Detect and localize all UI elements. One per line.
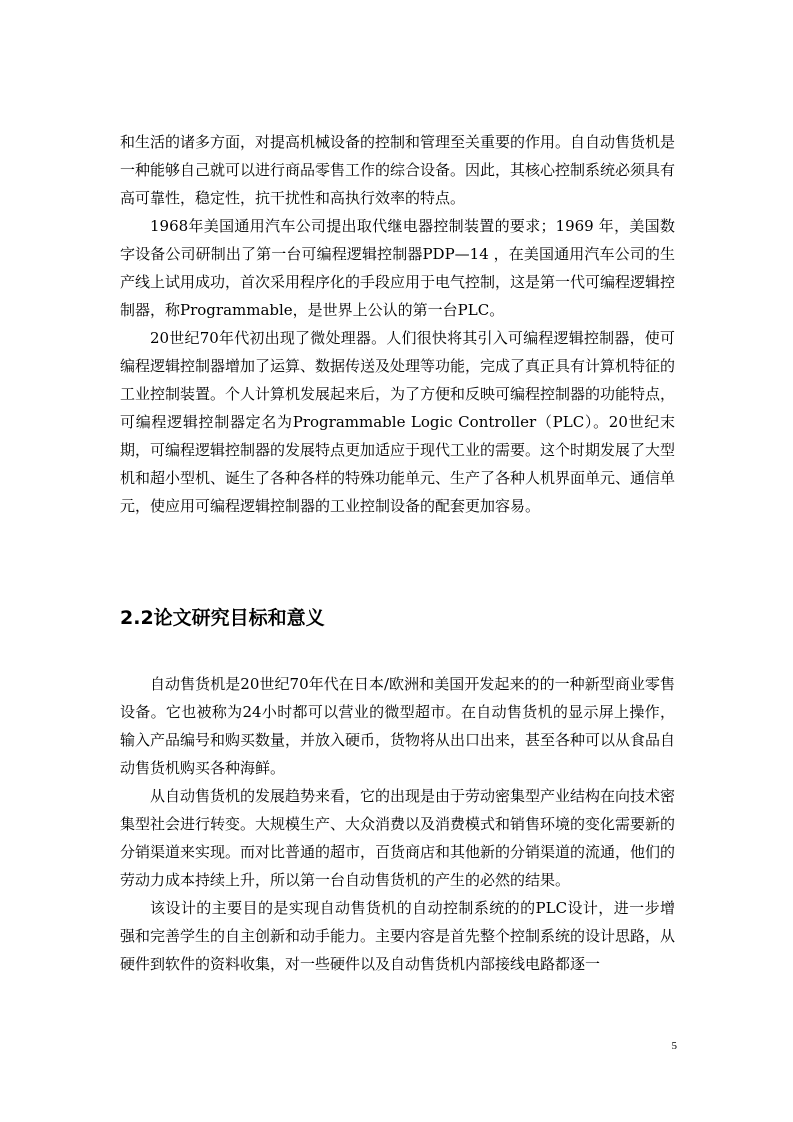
page-number: 5 (671, 1040, 677, 1052)
paragraph-continuation: 和生活的诸多方面，对提高机械设备的控制和管理至关重要的作用。自自动售货机是一种能够自己就可以进行商品零售工作的综合设备。因此，其核心控制系统必须具有高可靠性，稳定性，抗干扰性和高执行效率的特点。 (120, 133, 676, 207)
section-heading-block (120, 604, 675, 632)
section-heading: 2.2论文研究目标和意义 (120, 607, 325, 629)
paragraph-microprocessor: 20世纪70年代初出现了微处理器。人们很快将其引入可编程逻辑控制器，使可编程逻辑控制器增加了运算、数据传送及处理等功能，完成了真正具有计算机特征的工业控制装置。个人计算机发展起来后，为了方便和反映可编程控制器的功能特点，可编程逻辑控制器定名为Programmable Logic Controller（PLC）。20世纪末期，可编程逻辑控制器的发展特点更加适应于现代工业的需要。这个时期发展了大型机和超小型机、诞生了各种各样的特殊功能单元、生产了各种人机界面单元、通信单元，使应用可编程逻辑控制器的工业控制设备的配套更加容易。 (120, 329, 676, 515)
paragraph-plc-history: 1968年美国通用汽车公司提出取代继电器控制装置的要求；1969 年，美国数字设备公司研制出了第一台可编程逻辑控制器PDP—14 ，在美国通用汽车公司的生产线上试用成功，首次采用程序化的手段应用于电气控制，这是第一代可编程逻辑控制器，称Programmable，是世界上公认的第一台PLC。 (120, 217, 676, 319)
body-text-top (120, 128, 675, 520)
body-text-section (120, 670, 675, 978)
paragraph-vending-intro: 自动售货机是20世纪70年代在日本/欧洲和美国开发起来的的一种新型商业零售设备。它也被称为24小时都可以营业的微型超市。在自动售货机的显示屏上操作，输入产品编号和购买数量，并放入硬币，货物将从出口出来，甚至各种可以从食品自动售货机购买各种海鲜。 (120, 675, 676, 777)
paragraph-design-goal: 该设计的主要目的是实现自动售货机的自动控制系统的的PLC设计，进一步增强和完善学生的自主创新和动手能力。主要内容是首先整个控制系统的设计思路，从硬件到软件的资料收集，对一些硬件以及自动售货机内部接线电路都逐一 (120, 899, 676, 973)
paragraph-vending-trend: 从自动售货机的发展趋势来看，它的出现是由于劳动密集型产业结构在向技术密集型社会进行转变。大规模生产、大众消费以及消费模式和销售环境的变化需要新的分销渠道来实现。而对比普通的超市，百货商店和其他新的分销渠道的流通，他们的劳动力成本持续上升，所以第一台自动售货机的产生的必然的结果。 (120, 787, 676, 889)
